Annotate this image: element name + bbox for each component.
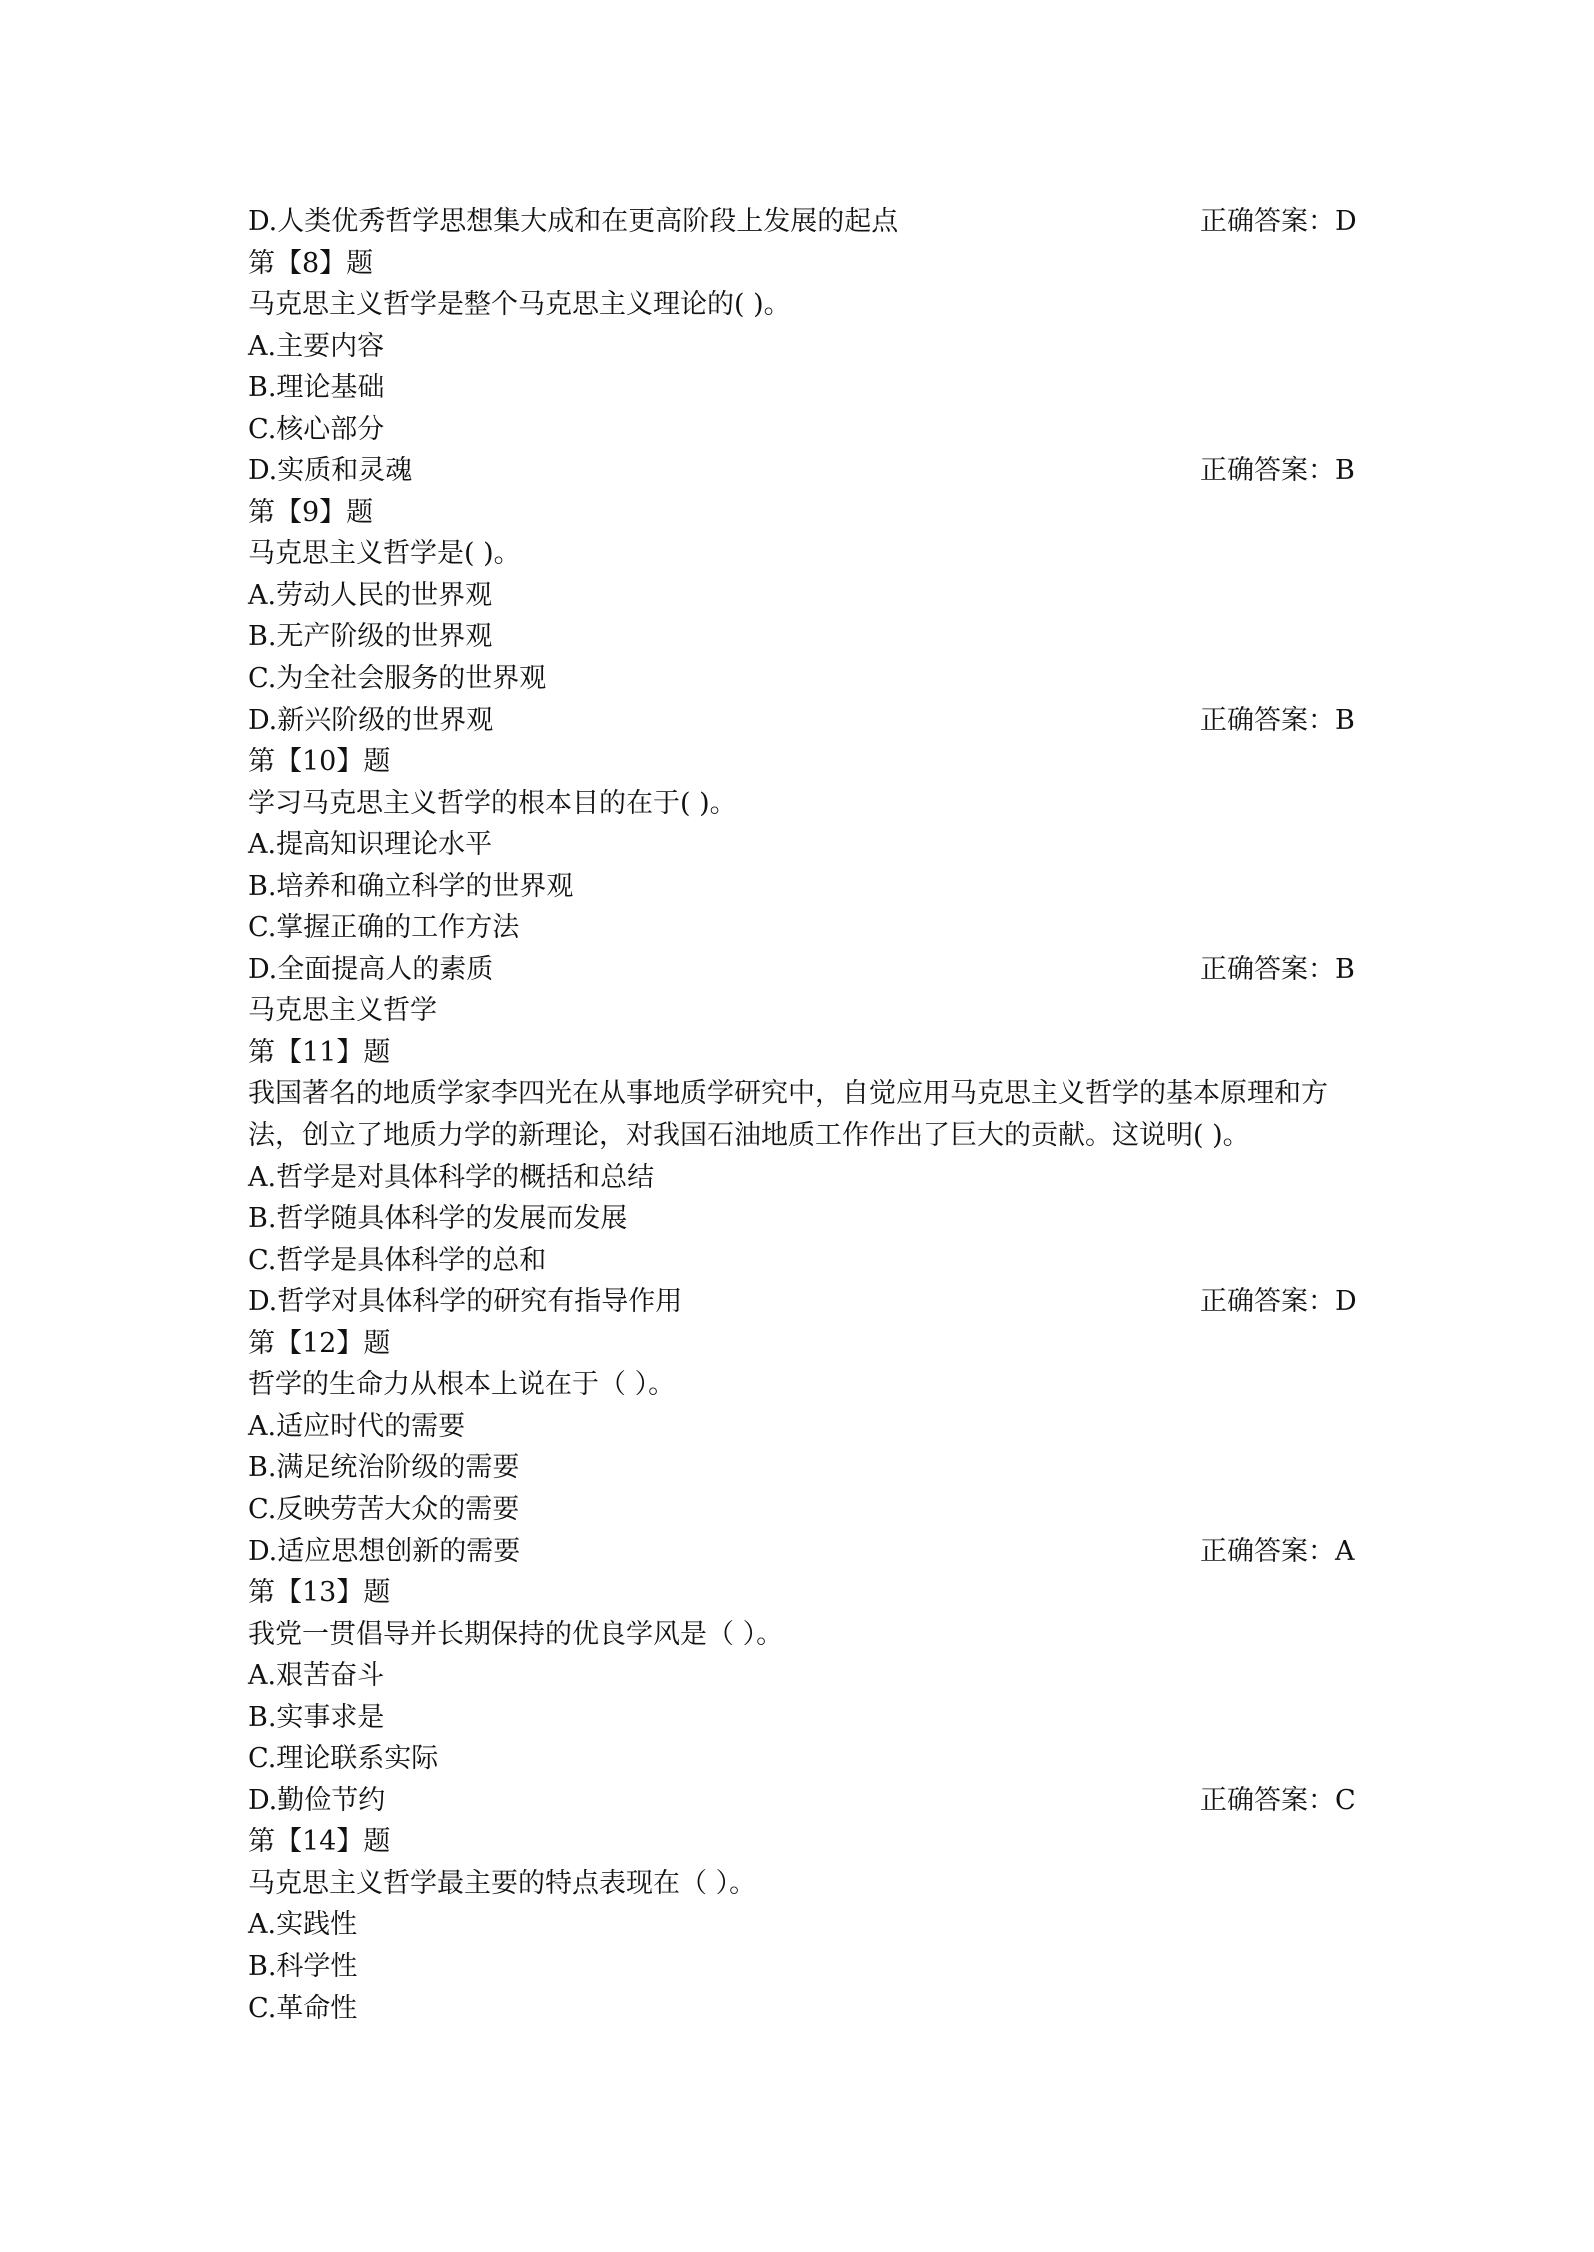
question-number [248,1821,1358,1863]
line-text: 法，创立了地质力学的新理论，对我国石油地质工作作出了巨大的贡献。这说明( )。 [248,1120,1250,1152]
line-text: D.全面提高人的素质 [248,953,494,985]
line-text: 第【8】题 [248,247,374,279]
line-text: C.掌握正确的工作方法 [248,912,520,944]
question-text [248,1863,1358,1905]
line-text: D.勤俭节约 [248,1784,386,1816]
answer-option [248,1240,1358,1282]
line-text: 第【9】题 [248,496,374,528]
line-text: A.劳动人民的世界观 [248,579,493,611]
line-text: A.实践性 [248,1909,358,1941]
answer-option [248,866,1358,908]
correct-answer: 正确答案：B [1200,953,1355,985]
question-text [248,284,1358,326]
correct-answer: 正确答案：A [1200,1535,1355,1567]
line-text: D.新兴阶级的世界观 [248,704,494,736]
line-text: 哲学的生命力从根本上说在于（ ）。 [248,1369,676,1401]
answer-option [248,367,1358,409]
answer-option [248,616,1358,658]
line-text: 马克思主义哲学是整个马克思主义理论的( )。 [248,289,791,321]
answer-option [248,1406,1358,1448]
answer-option [248,409,1358,451]
answer-option [248,1157,1358,1199]
answer-option [248,1904,1358,1946]
line-text: 第【12】题 [248,1327,391,1359]
answer-option [248,658,1358,700]
question-number [248,1323,1358,1365]
line-text: D.适应思想创新的需要 [248,1535,521,1567]
answer-option [248,201,1358,243]
answer-option [248,1780,1358,1822]
line-text: A.适应时代的需要 [248,1410,466,1442]
question-text [248,1115,1358,1157]
question-text [248,783,1358,825]
document-body [248,201,1358,2029]
answer-option [248,1489,1358,1531]
answer-option [248,1738,1358,1780]
line-text: 第【11】题 [248,1036,391,1068]
line-text: 马克思主义哲学最主要的特点表现在（ ）。 [248,1867,757,1899]
line-text: B.科学性 [248,1950,358,1982]
question-number [248,741,1358,783]
question-text [248,1364,1358,1406]
line-text: C.核心部分 [248,413,385,445]
line-text: 学习马克思主义哲学的根本目的在于( )。 [248,787,737,819]
line-text: D.实质和灵魂 [248,455,413,487]
line-text: B.理论基础 [248,372,385,404]
question-text [248,533,1358,575]
answer-option [248,1697,1358,1739]
answer-option [248,949,1358,991]
line-text: A.提高知识理论水平 [248,829,493,861]
answer-option [248,326,1358,368]
line-text: 马克思主义哲学 [248,995,437,1027]
section-title [248,990,1358,1032]
line-text: 第【10】题 [248,746,391,778]
answer-option [248,1198,1358,1240]
question-number [248,1032,1358,1074]
answer-option [248,1531,1358,1573]
answer-option [248,575,1358,617]
line-text: D.人类优秀哲学思想集大成和在更高阶段上发展的起点 [248,206,899,237]
line-text: C.为全社会服务的世界观 [248,663,547,695]
line-text: 马克思主义哲学是( )。 [248,538,521,570]
answer-option [248,450,1358,492]
line-text: 第【13】题 [248,1577,391,1609]
line-text: A.艰苦奋斗 [248,1660,385,1692]
line-text: B.无产阶级的世界观 [248,621,493,653]
line-text: A.哲学是对具体科学的概括和总结 [248,1161,655,1193]
question-number [248,243,1358,285]
line-text: 我党一贯倡导并长期保持的优良学风是（ ）。 [248,1618,784,1650]
line-text: 第【14】题 [248,1826,391,1858]
answer-option [248,1946,1358,1988]
answer-option [248,700,1358,742]
correct-answer: 正确答案：B [1200,704,1355,736]
correct-answer: 正确答案：B [1200,455,1355,487]
answer-option [248,824,1358,866]
question-text [248,1073,1358,1115]
answer-option [248,1447,1358,1489]
answer-option [248,1281,1358,1323]
line-text: B.满足统治阶级的需要 [248,1452,520,1484]
line-text: B.实事求是 [248,1701,385,1733]
line-text: 我国著名的地质学家李四光在从事地质学研究中，自觉应用马克思主义哲学的基本原理和方 [248,1078,1328,1110]
line-text: C.反映劳苦大众的需要 [248,1493,520,1525]
question-number [248,492,1358,534]
line-text: D.哲学对具体科学的研究有指导作用 [248,1286,683,1318]
answer-option [248,907,1358,949]
line-text: A.主要内容 [248,330,385,362]
correct-answer: 正确答案：C [1200,1784,1356,1816]
correct-answer: 正确答案：D [1200,1286,1357,1318]
line-text: C.哲学是具体科学的总和 [248,1244,547,1276]
line-text: C.革命性 [248,1992,358,2024]
question-number [248,1572,1358,1614]
question-text [248,1614,1358,1656]
line-text: B.哲学随具体科学的发展而发展 [248,1203,628,1235]
correct-answer: 正确答案：D [1200,206,1357,237]
line-text: C.理论联系实际 [248,1743,439,1775]
line-text: B.培养和确立科学的世界观 [248,870,574,902]
answer-option [248,1988,1358,2030]
answer-option [248,1655,1358,1697]
